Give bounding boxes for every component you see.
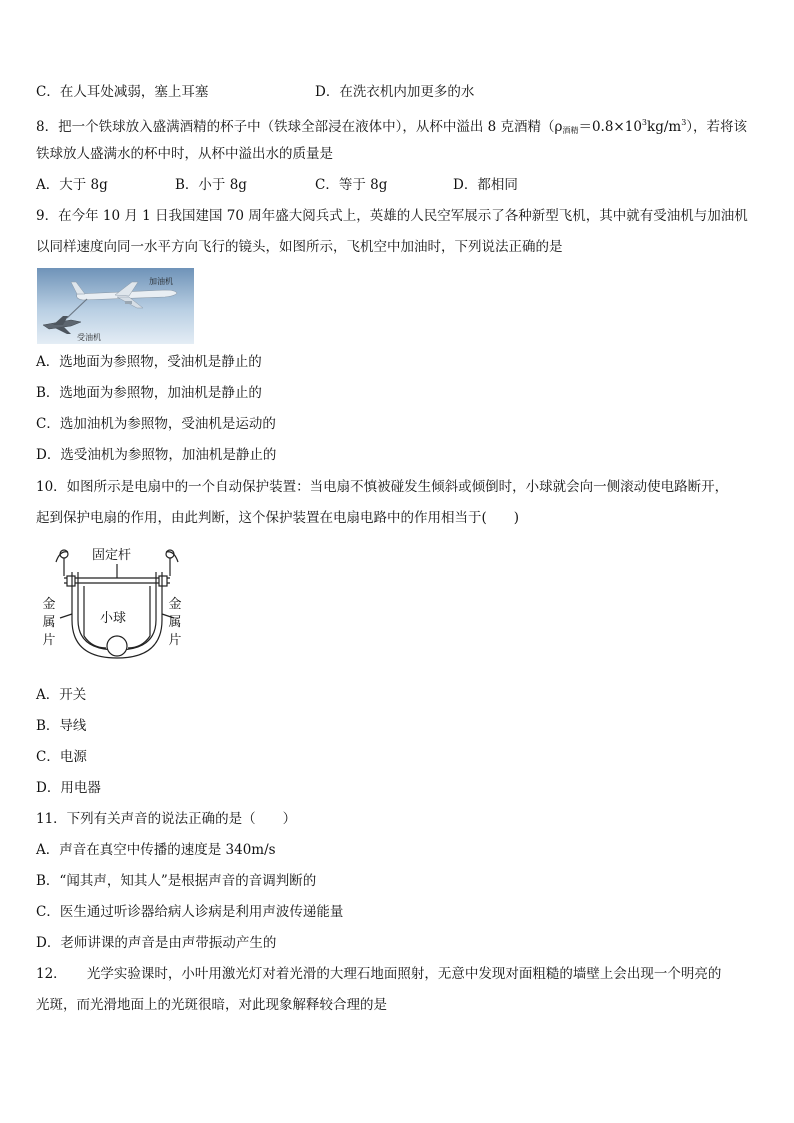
left-sheet-char-2: 属	[42, 615, 56, 630]
q8-stem-sup2: 3	[681, 118, 687, 127]
q9-option-c: C．选加油机为参照物，受油机是运动的	[36, 416, 276, 432]
q9-option-a: A．选地面为参照物，受油机是静止的	[36, 354, 262, 370]
q9-option-d: D．选受油机为参照物，加油机是静止的	[36, 447, 277, 463]
q10-stem-line1: 10．如图所示是电扇中的一个自动保护装置：当电扇不慎被碰发生倾斜或倾倒时，小球就会向一侧滚动使电路断开，	[36, 479, 729, 495]
q8-stem-sub: 酒精	[562, 126, 579, 135]
q8-option-c: C．等于 8g	[315, 177, 388, 193]
q10-option-d: D．用电器	[36, 780, 101, 796]
q8-stem-sup: 3	[641, 118, 648, 127]
q10-protection-device-figure	[42, 540, 192, 670]
q10-option-c: C．电源	[36, 749, 87, 765]
q8-stem-part3: kg/m	[647, 119, 682, 135]
q10-option-b: B．导线	[36, 718, 87, 734]
right-sheet-char-2: 属	[168, 615, 182, 630]
left-metal-sheet-label	[42, 596, 56, 650]
right-metal-sheet-label	[168, 596, 182, 650]
left-sheet-char-3: 片	[42, 633, 56, 648]
left-sheet-char-1: 金	[42, 597, 56, 612]
tanker-label: 加油机	[149, 277, 173, 286]
q8-option-d: D．都相同	[453, 177, 518, 193]
q8-stem-part1: 8．把一个铁球放入盛满酒精的杯子中（铁球全部浸在液体中），从杯中溢出 8 克酒精（ρ	[36, 119, 563, 135]
q8-stem-part2: ＝0.8×10	[578, 119, 642, 135]
q9-refueling-figure	[37, 268, 194, 344]
right-sheet-char-3: 片	[168, 633, 182, 648]
q9-option-b: B．选地面为参照物，加油机是静止的	[36, 385, 262, 401]
q11-option-d: D．老师讲课的声音是由声带振动产生的	[36, 935, 277, 951]
q10-option-a: A．开关	[36, 687, 87, 703]
q8-stem-line2: 铁球放人盛满水的杯中时，从杯中溢出水的质量是	[36, 146, 333, 162]
q12-stem-line1: 12． 光学实验课时，小叶用激光灯对着光滑的大理石地面照射，无意中发现对面粗糙的墙壁上会出现一个明亮的	[36, 966, 722, 982]
q11-option-c: C．医生通过听诊器给病人诊病是利用声波传递能量	[36, 904, 344, 920]
small-ball-icon	[107, 636, 127, 656]
small-ball-label: 小球	[100, 611, 127, 626]
q8-option-a: A．大于 8g	[36, 177, 108, 193]
q11-stem: 11．下列有关声音的说法正确的是（ ）	[36, 811, 297, 827]
q8-stem-line1	[36, 113, 747, 141]
q11-option-a: A．声音在真空中传播的速度是 340m/s	[36, 842, 276, 858]
q12-stem-line2: 光斑，而光滑地面上的光斑很暗，对此现象解释较合理的是	[36, 997, 387, 1013]
q10-stem-line2: 起到保护电扇的作用，由此判断，这个保护装置在电扇电路中的作用相当于( )	[36, 510, 520, 526]
q8-option-b: B．小于 8g	[175, 177, 247, 193]
receiver-label: 受油机	[77, 333, 101, 342]
q11-option-b: B．“闻其声，知其人”是根据声音的音调判断的	[36, 873, 317, 889]
q7-option-c: C．在人耳处减弱，塞上耳塞	[36, 84, 209, 100]
q9-stem-line2: 以同样速度向同一水平方向飞行的镜头，如图所示，飞机空中加油时，下列说法正确的是	[36, 239, 563, 255]
fixed-rod-label: 固定杆	[92, 548, 132, 563]
q7-option-d: D．在洗衣机内加更多的水	[315, 84, 475, 100]
q8-stem-part4: ），若将该	[686, 119, 748, 135]
right-sheet-char-1: 金	[168, 597, 182, 612]
q9-stem-line1: 9．在今年 10 月 1 日我国建国 70 周年盛大阅兵式上，英雄的人民空军展示了各种新型飞机，其中就有受油机与加油机	[36, 208, 748, 224]
refueling-photo	[37, 268, 194, 344]
